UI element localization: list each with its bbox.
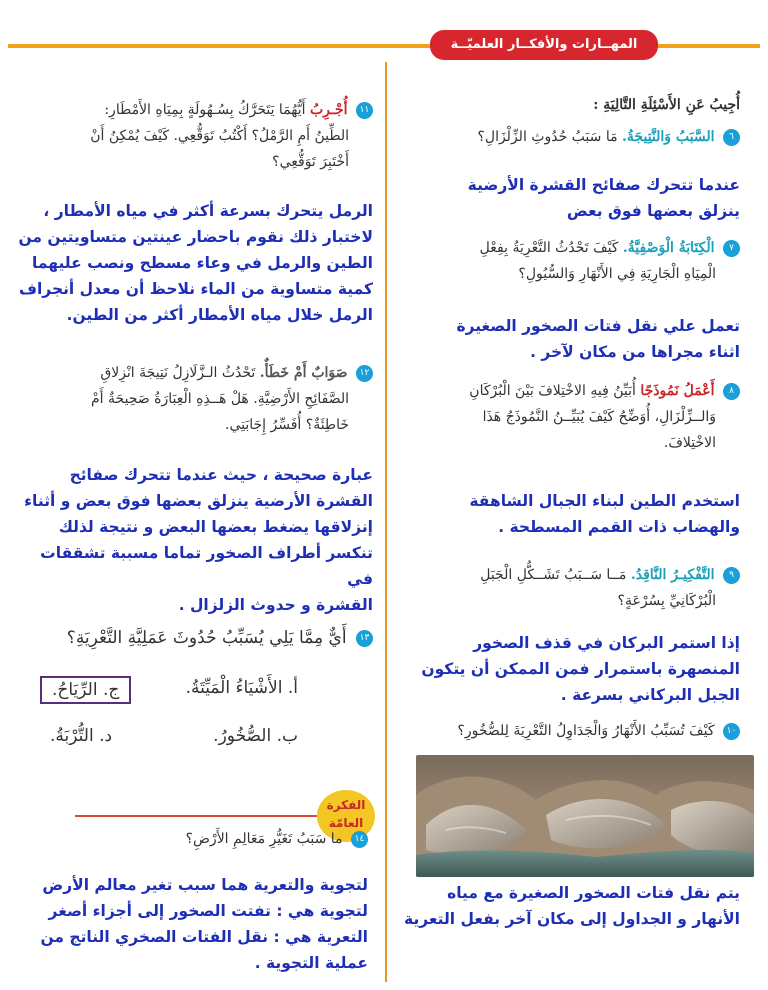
- answer-line: لاختبار ذلك نقوم باحضار عينتين متساويتين من: [18, 228, 373, 246]
- answer-line: القشرة الأرضية ينزلق بعضها فوق بعض و أثناء: [24, 492, 373, 510]
- question-7: [395, 235, 740, 287]
- answer-8: [395, 488, 740, 540]
- answer-line: ينزلق بعضها فوق بعض: [566, 202, 740, 220]
- answer-line: الرمل يتحرك بسرعة أكثر في مياه الأمطار ،: [43, 202, 373, 220]
- question-text: الْبُرْكَانِيِّ بِسُرْعَةٍ؟: [617, 593, 716, 609]
- answer-line: اثناء مجراها من مكان لآخر .: [530, 343, 740, 361]
- question-text: أَيُّهُمَا يَتَحَرَّكُ بِسُـهُولَةٍ بِمِيَاهِ الأَمْطَارِ:: [104, 102, 306, 118]
- choice-d[interactable]: د. التُّرْبَةُ.: [50, 726, 113, 746]
- question-number: ٨: [723, 383, 740, 400]
- question-number: ٦: [723, 129, 740, 146]
- answer-line: استخدم الطين لبناء الجبال الشاهقة: [469, 492, 740, 510]
- question-text: تَحْدُثُ الـزَّلَازِلُ نَتِيجَةَ انْزِلاقِ: [100, 365, 256, 381]
- answer-line: عندما تتحرك صفائح القشرة الأرضية: [467, 176, 740, 194]
- answer-10: [395, 880, 740, 932]
- question-label: السَّبَبُ وَالنَّتِيجَةُ.: [622, 129, 715, 145]
- river-rocks-photo: [416, 755, 754, 877]
- photo-illustration: [416, 755, 754, 877]
- question-11: [18, 97, 373, 175]
- answer-line: الأنهار و الجداول إلى مكان آخر بفعل التعرية: [404, 910, 740, 928]
- answer-line: التعرية هي : نقل الفتات الصخري الناتج من: [40, 928, 368, 946]
- question-text: الصَّفَائِحِ الأَرْضِيَّةِ. هَلْ هَــذِهِ الْعِبَارَةُ صَحِيحَةٌ أَمْ: [91, 391, 349, 407]
- question-12: [18, 360, 373, 438]
- answer-9: [395, 630, 740, 708]
- question-text: مَــا سَــبَبُ تَشَــكُّلِ الْجَبَلِ: [480, 567, 627, 583]
- badge-line: الفكرة: [326, 798, 366, 812]
- question-8: [395, 378, 740, 456]
- answer-line: الطين والرمل في وعاء مسطح ونصب عليهما: [32, 254, 373, 272]
- answer-line: القشرة و حدوث الزلزال .: [178, 596, 373, 614]
- answer-line: تعمل علي نقل فتات الصخور الصغيرة: [456, 317, 740, 335]
- question-number: ٩: [723, 567, 740, 584]
- answer-11: [18, 198, 373, 328]
- question-10: [395, 718, 740, 744]
- question-text: وَالــزِّلْزَالِ، أُوَضِّحُ كَيْفَ يُبَيِّــنُ النَّمُوذَجُ هَذَا: [482, 409, 716, 425]
- question-9: [395, 562, 740, 614]
- question-number: ٧: [723, 240, 740, 257]
- badge-line: العامّة: [328, 816, 364, 830]
- question-text: مَا سَبَبُ حُدُوثِ الزِّلْزَالِ؟: [477, 129, 618, 145]
- question-number: ١٠: [723, 723, 740, 740]
- choice-c-selected[interactable]: ج. الرِّيَاحُ.: [40, 676, 131, 704]
- answer-line: والهضاب ذات القمم المسطحة .: [498, 518, 740, 536]
- answer-14: [18, 872, 368, 976]
- instruction: أُجِيبُ عَنِ الأَسْئِلَةِ التَّالِيَةِ :: [593, 97, 740, 113]
- question-label: الْكِتَابَةُ الْوَصْفِيَّةُ.: [622, 240, 715, 256]
- question-label: التَّفْكِيـرُ النَّاقِدُ.: [630, 567, 715, 583]
- answer-line: عبارة صحيحة ، حيث عندما تتحرك صفائح: [69, 466, 373, 484]
- section-rule: [75, 815, 321, 817]
- answer-line: الرمل خلال مياه الأمطار أكثر من الطين.: [66, 306, 373, 324]
- answer-12: [18, 462, 373, 618]
- question-text: الْمِيَاهِ الْجَارِيَةِ فِي الأَنْهَارِ وَالسُّيُولِ؟: [518, 266, 716, 282]
- answer-line: المنصهرة باستمرار فمن الممكن أن يتكون: [421, 660, 740, 678]
- answer-line: تنكسر أطراف الصخور تماما مسببة تشققات في: [40, 544, 373, 588]
- question-number: ١٤: [351, 831, 368, 848]
- question-label: صَوَابٌ أَمْ خَطَأٌ.: [259, 365, 348, 381]
- question-label: أَعْمَلُ نَمُوذَجًا: [640, 383, 715, 399]
- question-text: أَخْتَبِرَ تَوَقُّعِي؟: [272, 154, 349, 170]
- answer-6: [395, 172, 740, 224]
- question-text: ما سَبَبُ تَغَيُّرِ مَعَالِمِ الأَرْضِ؟: [185, 831, 343, 847]
- answer-line: إذا استمر البركان في قذف الصخور: [473, 634, 740, 652]
- question-number: ١٣: [356, 630, 373, 647]
- answer-line: عملية التجوية .: [254, 954, 368, 972]
- question-text: الطِّينُ أَمِ الرَّمْلُ؟ أَكْتُبُ تَوَقُّعِي. كَيْفَ يُمْكِنُ أَنْ: [90, 128, 349, 144]
- section-title-banner: المهــارات والأفكــار العلميّــة: [430, 30, 658, 60]
- question-14: [18, 826, 368, 852]
- question-text: أُبَيِّنُ فِيهِ الاخْتِلافَ بَيْنَ الْبُرْكَانِ: [469, 383, 636, 399]
- question-number: ١٢: [356, 365, 373, 382]
- question-text: كَيْفَ تَحْدُثُ التَّعْرِيَةُ بِفِعْلِ: [479, 240, 619, 256]
- answer-line: لتجوية هي : تفتت الصخور إلى أجزاء أصغر: [48, 902, 368, 920]
- answer-7: [395, 313, 740, 365]
- question-number: ١١: [356, 102, 373, 119]
- column-divider: [385, 62, 387, 982]
- question-text: خَاطِئَةٌ؟ أُفَسِّرُ إِجَابَتِي.: [225, 417, 349, 433]
- question-label: أُجْـرِبُ: [309, 102, 348, 118]
- choice-a[interactable]: أ. الأَشْيَاءُ الْمَيِّتَةُ.: [185, 678, 298, 698]
- answer-line: كمية متساوية من الماء نلاحظ أن معدل أنجراف: [18, 280, 373, 298]
- choice-b[interactable]: ب. الصُّخُورُ.: [213, 726, 298, 746]
- question-text: أَيٌّ مِمَّا يَلِي يُسَبِّبُ حُدُوثَ عَمَلِيَّةِ التَّعْرِيَةِ؟: [66, 628, 347, 648]
- answer-line: يتم نقل فتات الصخور الصغيرة مع مياه: [447, 884, 740, 902]
- question-13: [18, 625, 373, 651]
- answer-line: لتجوية والتعرية هما سبب تغير معالم الأرض: [42, 876, 368, 894]
- question-6: [395, 124, 740, 150]
- answer-line: إنزلاقها يضغط بعضها البعض و نتيجة لذلك: [58, 518, 373, 536]
- question-text: الاخْتِلافَ.: [663, 435, 716, 451]
- answer-line: الجبل البركاني بسرعة .: [560, 686, 740, 704]
- question-text: كَيْفَ تُسَبِّبُ الأَنْهَارُ وَالْجَدَاوِلُ التَّعْرِيَةَ لِلصُّخُورِ؟: [457, 723, 715, 739]
